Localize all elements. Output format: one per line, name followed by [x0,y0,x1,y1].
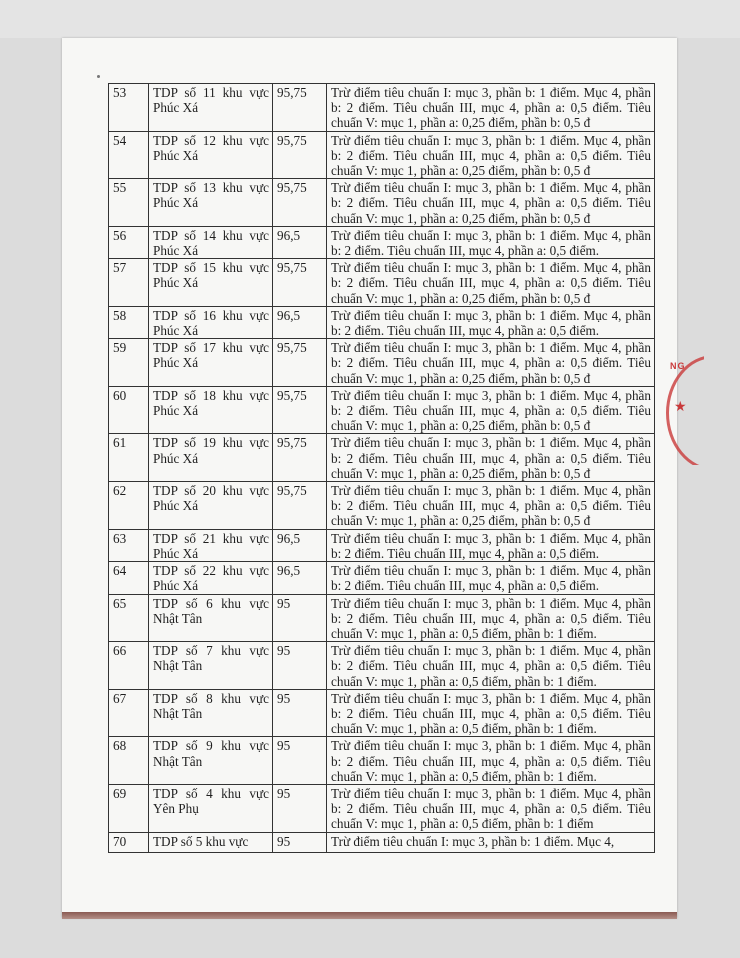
deduction-note: Trừ điểm tiêu chuẩn I: mục 3, phần b: 1 điểm. Mục 4, phần b: 2 điểm. Tiêu chuẩn III, mục 4, phần a: 0,5 điểm. Tiêu chuẩn V: mục 1, phần a: 0,5 điểm, phần b: 1 điểm [327,784,655,832]
row-number: 59 [109,339,149,387]
deduction-note: Trừ điểm tiêu chuẩn I: mục 3, phần b: 1 điểm. Mục 4, phần b: 2 điểm. Tiêu chuẩn III, mục 4, phần a: 0,5 điểm. Tiêu chuẩn V: mục 1, phần a: 0,25 điểm, phần b: 0,5 đ [327,482,655,530]
row-number: 63 [109,529,149,561]
deduction-note: Trừ điểm tiêu chuẩn I: mục 3, phần b: 1 điểm. Mục 4, phần b: 2 điểm. Tiêu chuẩn III, mục 4, phần a: 0,5 điểm. Tiêu chuẩn V: mục 1, phần a: 0,5 điểm, phần b: 1 điểm. [327,737,655,785]
row-number: 64 [109,562,149,594]
score: 96,5 [273,306,327,338]
score: 95 [273,689,327,737]
unit-name: TDP số 15 khu vực Phúc Xá [149,259,273,307]
score: 95 [273,737,327,785]
table-row [109,386,655,434]
deduction-note: Trừ điểm tiêu chuẩn I: mục 3, phần b: 1 điểm. Mục 4, [327,832,655,852]
deduction-note: Trừ điểm tiêu chuẩn I: mục 3, phần b: 1 điểm. Mục 4, phần b: 2 điểm. Tiêu chuẩn III, mục 4, phần a: 0,5 điểm. Tiêu chuẩn V: mục 1, phần a: 0,5 điểm, phần b: 1 điểm. [327,642,655,690]
row-number: 60 [109,386,149,434]
unit-name: TDP số 7 khu vực Nhật Tân [149,642,273,690]
table-row [109,84,655,132]
scan-dot [97,75,100,78]
deduction-note: Trừ điểm tiêu chuẩn I: mục 3, phần b: 1 điểm. Mục 4, phần b: 2 điểm. Tiêu chuẩn III, mục 4, phần a: 0,5 điểm. Tiêu chuẩn V: mục 1, phần a: 0,25 điểm, phần b: 0,5 đ [327,434,655,482]
score: 95,75 [273,179,327,227]
row-number: 66 [109,642,149,690]
row-number: 69 [109,784,149,832]
score: 95 [273,642,327,690]
score: 96,5 [273,529,327,561]
score: 95,75 [273,339,327,387]
table-row [109,339,655,387]
row-number: 55 [109,179,149,227]
deduction-note: Trừ điểm tiêu chuẩn I: mục 3, phần b: 1 điểm. Mục 4, phần b: 2 điểm. Tiêu chuẩn III, mục 4, phần a: 0,5 điểm. Tiêu chuẩn V: mục 1, phần a: 0,25 điểm, phần b: 0,5 đ [327,131,655,179]
row-number: 61 [109,434,149,482]
deduction-note: Trừ điểm tiêu chuẩn I: mục 3, phần b: 1 điểm. Mục 4, phần b: 2 điểm. Tiêu chuẩn III, mục 4, phần a: 0,5 điểm. Tiêu chuẩn V: mục 1, phần a: 0,25 điểm, phần b: 0,5 đ [327,259,655,307]
scoring-table [108,83,655,853]
table-row [109,594,655,642]
score: 95,75 [273,259,327,307]
row-number: 62 [109,482,149,530]
deduction-note: Trừ điểm tiêu chuẩn I: mục 3, phần b: 1 điểm. Mục 4, phần b: 2 điểm. Tiêu chuẩn III, mục 4, phần a: 0,5 điểm. [327,306,655,338]
unit-name: TDP số 19 khu vực Phúc Xá [149,434,273,482]
unit-name: TDP số 14 khu vực Phúc Xá [149,226,273,258]
unit-name: TDP số 20 khu vực Phúc Xá [149,482,273,530]
row-number: 53 [109,84,149,132]
unit-name: TDP số 16 khu vực Phúc Xá [149,306,273,338]
score: 95,75 [273,482,327,530]
score: 96,5 [273,562,327,594]
deduction-note: Trừ điểm tiêu chuẩn I: mục 3, phần b: 1 điểm. Mục 4, phần b: 2 điểm. Tiêu chuẩn III, mục 4, phần a: 0,5 điểm. Tiêu chuẩn V: mục 1, phần a: 0,25 điểm, phần b: 0,5 đ [327,84,655,132]
row-number: 58 [109,306,149,338]
table-row [109,737,655,785]
unit-name: TDP số 12 khu vực Phúc Xá [149,131,273,179]
deduction-note: Trừ điểm tiêu chuẩn I: mục 3, phần b: 1 điểm. Mục 4, phần b: 2 điểm. Tiêu chuẩn III, mục 4, phần a: 0,5 điểm. Tiêu chuẩn V: mục 1, phần a: 0,25 điểm, phần b: 0,5 đ [327,339,655,387]
table-row [109,529,655,561]
unit-name: TDP số 4 khu vực Yên Phụ [149,784,273,832]
score: 95,75 [273,434,327,482]
score: 95 [273,784,327,832]
unit-name: TDP số 13 khu vực Phúc Xá [149,179,273,227]
row-number: 67 [109,689,149,737]
table-row [109,784,655,832]
table-row [109,306,655,338]
deduction-note: Trừ điểm tiêu chuẩn I: mục 3, phần b: 1 điểm. Mục 4, phần b: 2 điểm. Tiêu chuẩn III, mục 4, phần a: 0,5 điểm. Tiêu chuẩn V: mục 1, phần a: 0,5 điểm, phần b: 1 điểm. [327,689,655,737]
row-number: 70 [109,832,149,852]
unit-name: TDP số 5 khu vực [149,832,273,852]
table-row [109,482,655,530]
deduction-note: Trừ điểm tiêu chuẩn I: mục 3, phần b: 1 điểm. Mục 4, phần b: 2 điểm. Tiêu chuẩn III, mục 4, phần a: 0,5 điểm. Tiêu chuẩn V: mục 1, phần a: 0,25 điểm, phần b: 0,5 đ [327,386,655,434]
unit-name: TDP số 17 khu vực Phúc Xá [149,339,273,387]
score: 95 [273,594,327,642]
score: 95,75 [273,84,327,132]
page-bottom-edge [62,912,677,919]
unit-name: TDP số 18 khu vực Phúc Xá [149,386,273,434]
seal-text: NG [670,361,686,371]
score: 95,75 [273,386,327,434]
unit-name: TDP số 22 khu vực Phúc Xá [149,562,273,594]
row-number: 56 [109,226,149,258]
score: 95,75 [273,131,327,179]
deduction-note: Trừ điểm tiêu chuẩn I: mục 3, phần b: 1 điểm. Mục 4, phần b: 2 điểm. Tiêu chuẩn III, mục 4, phần a: 0,5 điểm. Tiêu chuẩn V: mục 1, phần a: 0,5 điểm, phần b: 1 điểm. [327,594,655,642]
deduction-note: Trừ điểm tiêu chuẩn I: mục 3, phần b: 1 điểm. Mục 4, phần b: 2 điểm. Tiêu chuẩn III, mục 4, phần a: 0,5 điểm. Tiêu chuẩn V: mục 1, phần a: 0,25 điểm, phần b: 0,5 đ [327,179,655,227]
scan-background [0,0,740,38]
table-row [109,689,655,737]
row-number: 68 [109,737,149,785]
table-row [109,642,655,690]
unit-name: TDP số 6 khu vực Nhật Tân [149,594,273,642]
unit-name: TDP số 11 khu vực Phúc Xá [149,84,273,132]
table-row [109,226,655,258]
table-row [109,434,655,482]
score: 96,5 [273,226,327,258]
table-row [109,562,655,594]
table-row [109,832,655,852]
table-row [109,131,655,179]
table-row [109,179,655,227]
unit-name: TDP số 8 khu vực Nhật Tân [149,689,273,737]
score: 95 [273,832,327,852]
deduction-note: Trừ điểm tiêu chuẩn I: mục 3, phần b: 1 điểm. Mục 4, phần b: 2 điểm. Tiêu chuẩn III, mục 4, phần a: 0,5 điểm. [327,226,655,258]
row-number: 65 [109,594,149,642]
table-row [109,259,655,307]
row-number: 57 [109,259,149,307]
star-icon: ★ [674,400,687,415]
row-number: 54 [109,131,149,179]
deduction-note: Trừ điểm tiêu chuẩn I: mục 3, phần b: 1 điểm. Mục 4, phần b: 2 điểm. Tiêu chuẩn III, mục 4, phần a: 0,5 điểm. [327,562,655,594]
deduction-note: Trừ điểm tiêu chuẩn I: mục 3, phần b: 1 điểm. Mục 4, phần b: 2 điểm. Tiêu chuẩn III, mục 4, phần a: 0,5 điểm. [327,529,655,561]
unit-name: TDP số 9 khu vực Nhật Tân [149,737,273,785]
unit-name: TDP số 21 khu vực Phúc Xá [149,529,273,561]
red-seal-stamp [664,355,704,465]
